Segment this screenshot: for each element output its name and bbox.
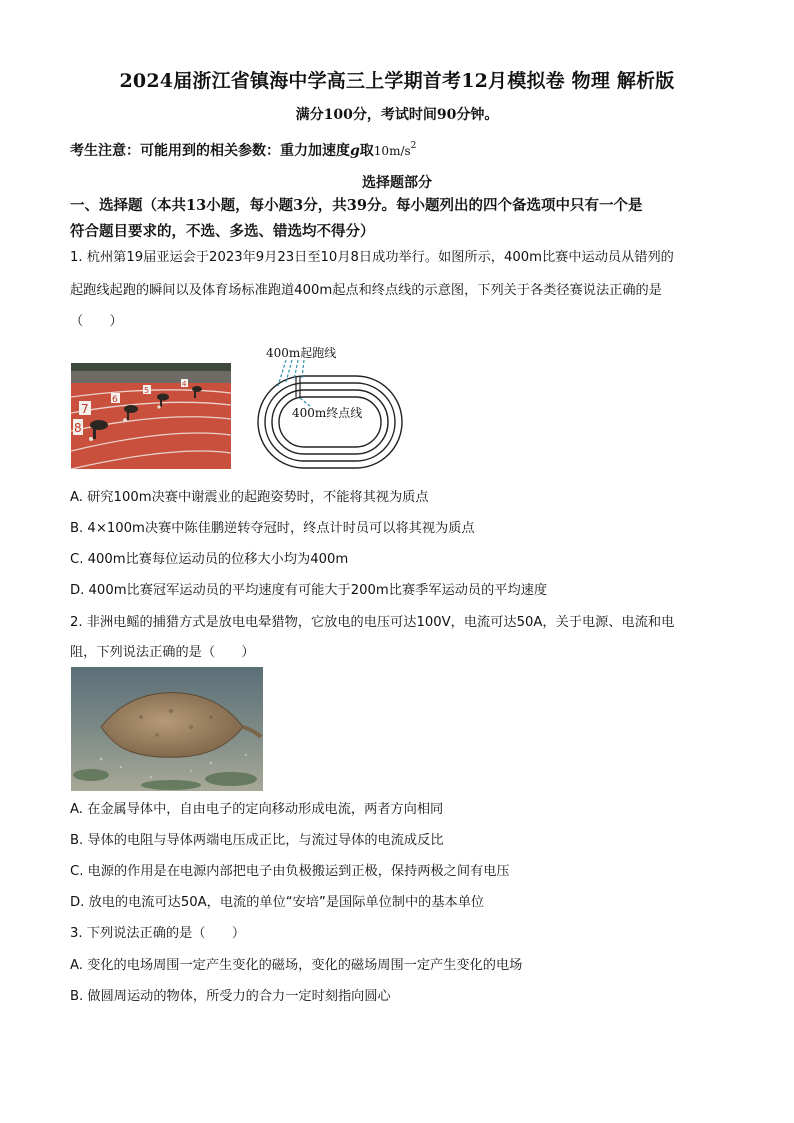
section-title: 选择题部分 <box>362 175 432 191</box>
electric-ray-photo <box>71 667 263 791</box>
q2-stem-line-1: 2. 非洲电鳐的捕猎方式是放电电晕猎物，它放电的电压可达100V，电流可达50A，关于电源、电流和电 <box>70 615 675 630</box>
notice-prefix: 考生注意：可能用到的相关参数：重力加速度 <box>70 143 350 159</box>
q1-option-a: A. 研究100m决赛中谢震业的起跑姿势时，不能将其视为质点 <box>70 490 429 505</box>
bib-5: 5 <box>144 386 150 395</box>
q1-option-d: D. 400m比赛冠军运动员的平均速度有可能大于200m比赛季军运动员的平均速度 <box>70 583 548 598</box>
q1-stem-line-3: （ ） <box>70 314 123 329</box>
q1-stem-line-1: 1. 杭州第19届亚运会于2023年9月23日至10月8日成功举行。如图所示，400m比赛中运动员从错列的 <box>70 250 674 265</box>
finish-line-label: 400m终点线 <box>292 406 363 420</box>
q1-option-b: B. 4×100m决赛中陈佳鹏逆转夺冠时，终点计时员可以将其视为质点 <box>70 521 475 536</box>
instructions-line-1: 一、选择题（本共13小题，每小题3分，共39分。每小题列出的四个备选项中只有一个是 <box>70 197 643 214</box>
notice-value: 10m/s <box>373 144 411 158</box>
q1-option-c: C. 400m比赛每位运动员的位移大小均为400m <box>70 552 349 567</box>
instructions-line-2: 符合题目要求的，不选、多选、错选均不得分） <box>70 223 375 240</box>
track-diagram <box>238 340 408 470</box>
section-instructions <box>70 193 730 245</box>
bib-4: 4 <box>182 380 187 388</box>
bib-8: 8 <box>74 421 82 435</box>
bib-7: 7 <box>81 402 89 416</box>
q2-option-c: C. 电源的作用是在电源内部把电子由负极搬运到正极，保持两极之间有电压 <box>70 864 510 879</box>
q2-option-d: D. 放电的电流可达50A，电流的单位“安培”是国际单位制中的基本单位 <box>70 895 485 910</box>
notice-take: 取 <box>359 143 374 159</box>
track-diagram-svg <box>238 340 408 470</box>
notice-g-symbol: g <box>350 143 360 159</box>
q2-stem-line-2: 阻，下列说法正确的是（ ） <box>70 645 255 660</box>
q2-option-a: A. 在金属导体中，自由电子的定向移动形成电流，两者方向相同 <box>70 802 444 817</box>
document-title: 2024届浙江省镇海中学高三上学期首考12月模拟卷 物理 解析版 <box>119 70 675 92</box>
notice-exponent: 2 <box>410 141 417 151</box>
track-start-photo-image <box>71 363 231 469</box>
electric-ray-photo-image <box>71 667 263 791</box>
q2-option-b: B. 导体的电阻与导体两端电压成正比，与流过导体的电流成反比 <box>70 833 444 848</box>
start-line-label: 400m起跑线 <box>266 346 337 360</box>
q3-option-b: B. 做圆周运动的物体，所受力的合力一定时刻指向圆心 <box>70 989 391 1004</box>
bib-6: 6 <box>112 395 118 405</box>
notice-line <box>70 140 416 160</box>
exam-subtitle: 满分100分，考试时间90分钟。 <box>295 107 499 123</box>
q1-stem-line-2: 起跑线起跑的瞬间以及体育场标准跑道400m起点和终点线的示意图，下列关于各类径赛说法正确的是 <box>70 283 662 298</box>
track-start-photo <box>71 363 231 469</box>
q3-stem-line-1: 3. 下列说法正确的是（ ） <box>70 926 246 941</box>
q3-option-a: A. 变化的电场周围一定产生变化的磁场，变化的磁场周围一定产生变化的电场 <box>70 958 523 973</box>
